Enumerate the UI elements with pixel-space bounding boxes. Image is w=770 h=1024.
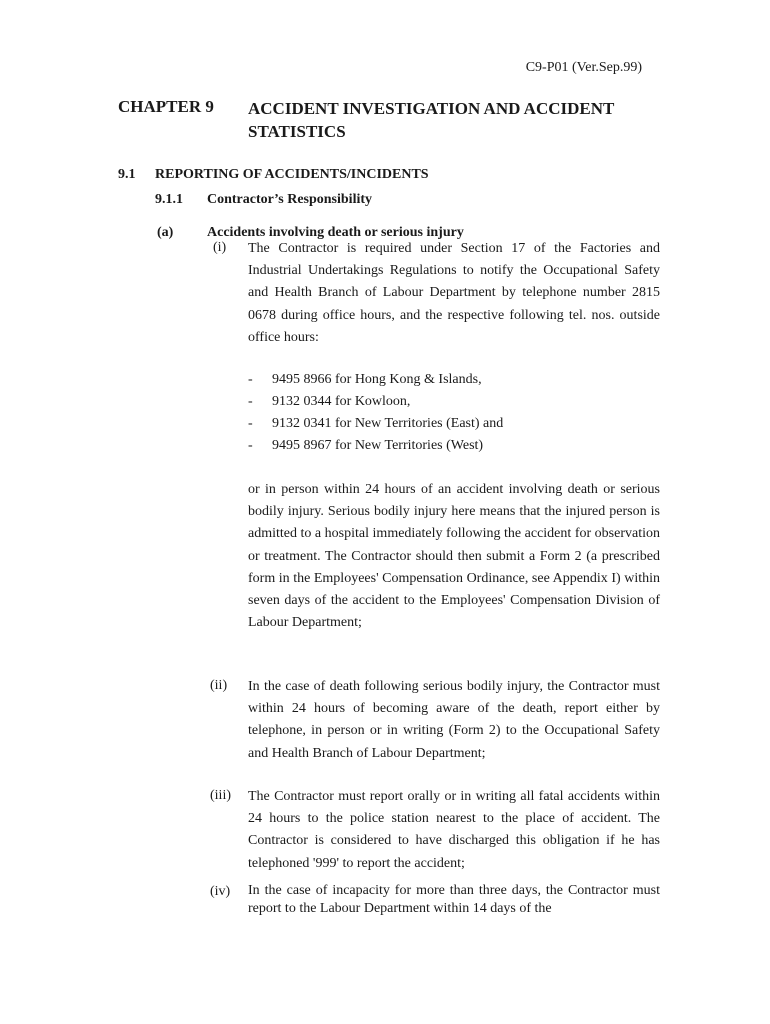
item-ii-text: In the case of death following serious bodily injury, the Contractor must within 24 hours of becoming aware of the death, report either by telephone, in person or in writing (Form 2) to the Occupational Safety and Health Branch of Labour Department; (248, 679, 660, 761)
section-number: 9.1 (118, 167, 136, 182)
item-iv-label: (iv) (210, 884, 231, 899)
clause-a-label: (a) (157, 225, 174, 240)
list-item: - 9495 8966 for Hong Kong & Islands, (248, 372, 482, 387)
list-item: - 9132 0341 for New Territories (East) and (248, 416, 504, 431)
list-item: - 9495 8967 for New Territories (West) (248, 438, 484, 453)
chapter-number: CHAPTER 9 (118, 97, 214, 116)
document-reference: C9-P01 (Ver.Sep.99) (525, 60, 642, 75)
item-iv-text: In the case of incapacity for more than three days, the Contractor must report to the Labour Department within 14 days of the (248, 883, 660, 916)
section-title: REPORTING OF ACCIDENTS/INCIDENTS (155, 167, 429, 182)
item-ii-label: (ii) (210, 678, 228, 693)
subsection-title: Contractor’s Responsibility (207, 192, 373, 207)
clause-a-title: Accidents involving death or serious injury (207, 225, 464, 240)
item-i-label: (i) (213, 240, 227, 255)
item-i-intro: The Contractor is required under Section 17 of the Factories and Industrial Undertakings Regulations to notify the Occupational Safety and Health Branch of Labour Department by telephone number 2815 0678 during office hours, and the respective following tel. nos. outside office hours: (248, 241, 660, 345)
list-item: - 9132 0344 for Kowloon, (248, 394, 411, 409)
phone-list (248, 369, 503, 457)
chapter-title: ACCIDENT INVESTIGATION AND ACCIDENT STATISTICS (248, 99, 615, 141)
item-iii-label: (iii) (210, 788, 231, 803)
item-i-continuation: or in person within 24 hours of an accident involving death or serious bodily injury. Serious bodily injury here means that the injured person is admitted to a hospital immediately following the accident for observation or treatment. The Contractor should then submit a Form 2 (a prescribed form in the Employees' Compensation Ordinance, see Appendix I) within seven days of the accident to the Employees' Compensation Division of Labour Department; (248, 482, 660, 631)
subsection-number: 9.1.1 (155, 192, 183, 207)
item-iii-text: The Contractor must report orally or in writing all fatal accidents within 24 hours to the police station nearest to the place of accident. The Contractor is considered to have discharged this obligation if he has telephoned '999' to report the accident; (248, 789, 660, 871)
